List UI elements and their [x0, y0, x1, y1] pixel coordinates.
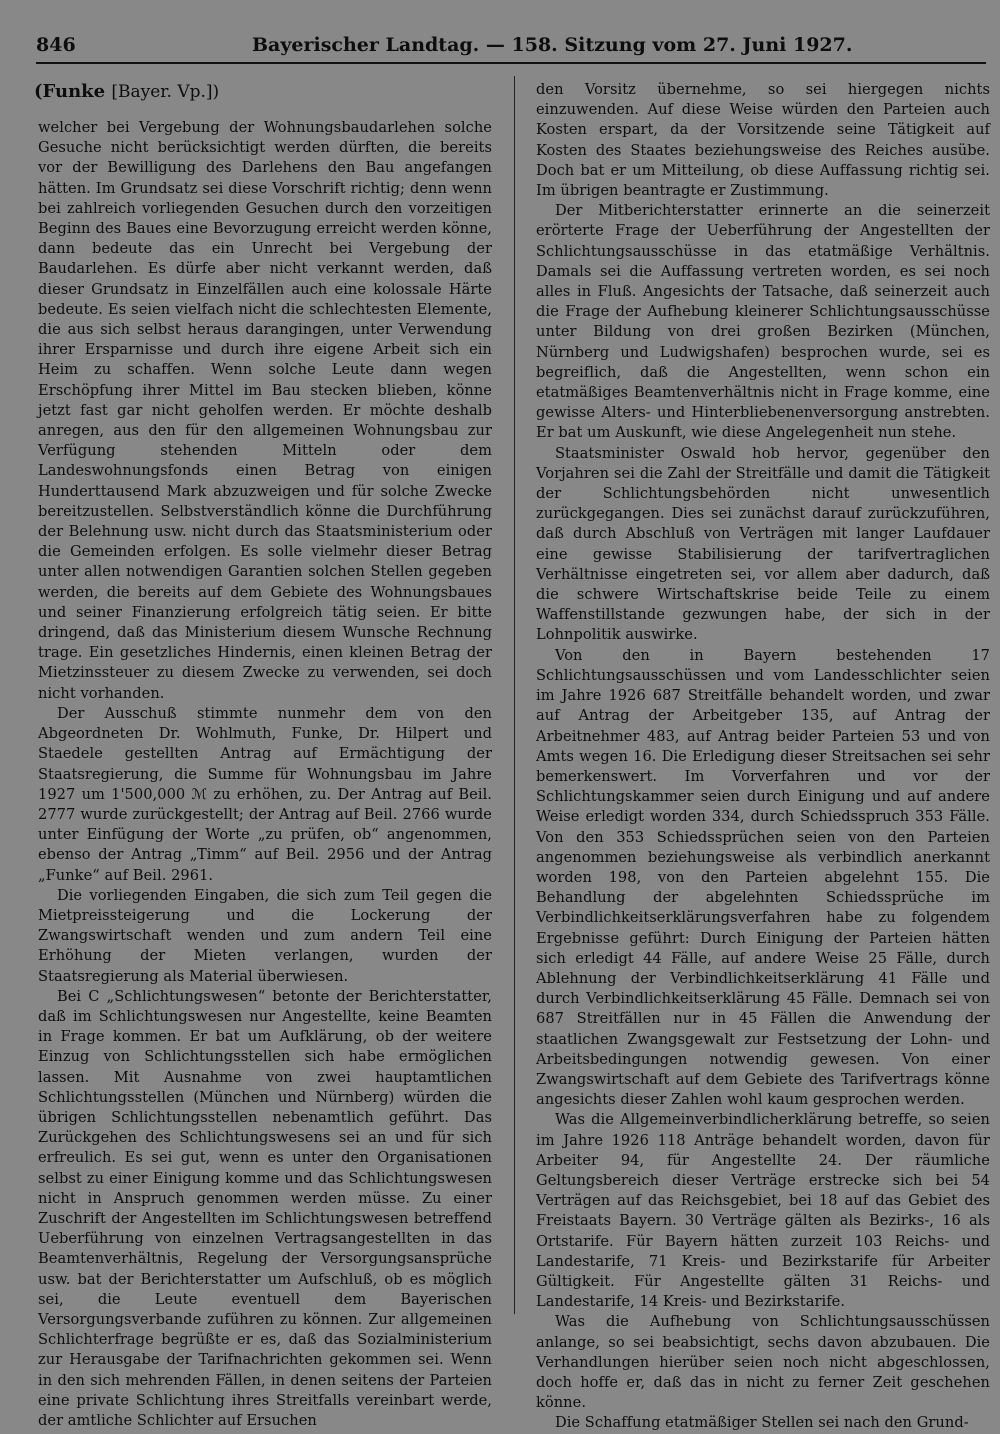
paragraph: Was die Allgemeinverbindlicherklärung betreffe, so seien im Jahre 1926 118 Anträge behandelt worden, davon für Arbeiter 94, für Angestellte 24. Der räumliche Geltungsbereich dieser Verträge erstrecke sich bei 54 Verträgen auf das Reichsgebiet, bei 18 auf das Gebiet des Freistaats Bayern. 30 Verträge gälten als Bezirks-, 16 als Ortstarife. Für Bayern hätten zurzeit 103 Reichs- und Landestarife, 71 Kreis- und Bezirkstarife für Arbeiter Gültigkeit. Für Angestellte gälten 31 Reichs- und Landestarife, 14 Kreis- und Bezirkstarife. [536, 1111, 990, 1311]
left-column [34, 80, 492, 1431]
speaker-heading [34, 80, 492, 104]
paragraph: Die vorliegenden Eingaben, die sich zum Teil gegen die Mietpreissteigerung und die Lockerung der Zwangswirtschaft wenden und zum andern Teil eine Erhöhung der Mieten verlangen, wurden der Staatsregierung als Material überwiesen. [38, 886, 492, 985]
paragraph: den Vorsitz übernehme, so sei hiergegen nichts einzuwenden. Auf diese Weise würden den Parteien auch Kosten erspart, da der Vorsitzende seine Tätigkeit auf Kosten des Staates beziehungsweise des Reiches ausübe. Doch bat er um Mitteilung, ob diese Auffassung richtig sei. Im übrigen beantragte er Zustimmung. [536, 81, 990, 200]
speaker-party: [Bayer. Vp.]) [111, 82, 220, 102]
paragraph: welcher bei Vergebung der Wohnungsbaudarlehen solche Gesuche nicht berücksichtigt werden dürften, die bereits vor der Bewilligung des Darlehens den Bau angefangen hätten. Im Grundsatz sei diese Vorschrift richtig; denn wenn bei zahlreich vorliegenden Gesuchen durch den vorzeitigen Beginn des Baues eine Bevorzugung erreicht werden könne, dann bedeute das ein Unrecht bei Vergebung der Baudarlehen. Es dürfe aber nicht verkannt werden, daß dieser Grundsatz in Einzelfällen auch eine kolossale Härte bedeute. Es seien vielfach nicht die schlechtesten Elemente, die aus sich selbst heraus darangingen, unter Verwendung ihrer Ersparnisse und durch ihre eigene Arbeit sich ein Heim zu schaffen. Wenn solche Leute dann wegen Erschöpfung ihrer Mittel im Bau stecken blieben, könne jetzt fast gar nicht geholfen werden. Er möchte deshalb anregen, aus den für den allgemeinen Wohnungsbau zur Verfügung stehenden Mitteln oder dem Landeswohnungsfonds einen Betrag von einigen Hunderttausend Mark abzuzweigen und für solche Zwecke bereitzustellen. Selbstverständlich könne die Durchführung der Belehnung usw. nicht durch das Staatsministerium oder die Gemeinden erfolgen. Es solle vielmehr dieser Betrag unter allen notwendigen Garantien solchen Stellen gegeben werden, die bereits auf dem Gebiete des Wohnungsbaues und seiner Finanzierung erfolgreich tätig seien. Er bitte dringend, daß das Ministerium diesem Wunsche Rechnung trage. Ein gesetzliches Hindernis, einen kleinen Betrag der Mietzinssteuer zu diesem Zwecke zu verwenden, sei doch nicht vorhanden. [38, 119, 492, 702]
right-column [536, 80, 990, 1434]
paragraph: Der Ausschuß stimmte nunmehr dem von den Abgeordneten Dr. Wohlmuth, Funke, Dr. Hilpert und Staedele gestellten Antrag auf Ermächtigung der Staatsregierung, die Summe für Wohnungsbau im Jahre 1927 um 1'500,000 ℳ zu erhöhen, zu. Der Antrag auf Beil. 2777 wurde zurückgestellt; der Antrag auf Beil. 2766 wurde unter Einfügung der Worte „zu prüfen, ob“ angenommen, ebenso der Antrag „Timm“ auf Beil. 2956 und der Antrag „Funke“ auf Beil. 2961. [38, 704, 492, 884]
speaker-name: (Funke [34, 81, 106, 102]
running-title: Bayerischer Landtag. — 158. Sitzung vom 27. Juni 1927. [252, 34, 853, 56]
paragraph: Was die Aufhebung von Schlichtungsausschüssen anlange, so sei beabsichtigt, sechs davon abzubauen. Die Verhandlungen hierüber seien noch nicht abgeschlossen, doch hoffe er, daß das in nicht zu ferner Zeit geschehen könne. [536, 1313, 990, 1412]
paragraph: Die Schaffung etatmäßiger Stellen sei nach den Grund- [554, 1414, 969, 1432]
paragraph: Bei C „Schlichtungswesen“ betonte der Berichterstatter, daß im Schlichtungswesen nur Angestellte, keine Beamten in Frage kommen. Er bat um Aufklärung, ob der weitere Einzug von Schlichtungsstellen sich habe ermöglichen lassen. Mit Ausnahme von zwei hauptamtlichen Schlichtungsstellen (München und Nürnberg) würden die übrigen Schlichtungsstellen nebenamtlich geführt. Das Zurückgehen des Schlichtungswesens sei an und für sich erfreulich. Es sei gut, wenn es unter den Organisationen selbst zu einer Einigung komme und das Schlichtungswesen nicht in Anspruch genommen werden müsse. Zu einer Zuschrift der Angestellten im Schlichtungswesen betreffend Ueberführung von einzelnen Vertragsangestellten in das Beamtenverhältnis, Regelung der Versorgungsansprüche usw. bat der Berichterstatter um Aufschluß, ob es möglich sei, die Leute eventuell dem Bayerischen Versorgungsverbande zuführen zu können. Zur allgemeinen Schlichterfrage begrüßte er es, daß das Sozialministerium zur Herausgabe der Tarifnachrichten gekommen sei. Wenn in den sich mehrenden Fällen, in denen seitens der Parteien eine private Schlichtung ihres Streitfalls vereinbart werde, der amtliche Schlichter auf Ersuchen [38, 987, 492, 1429]
paragraph: Von den in Bayern bestehenden 17 Schlichtungsausschüssen und vom Landesschlichter seien im Jahre 1926 687 Streitfälle behandelt worden, und zwar auf Antrag der Arbeitgeber 135, auf Antrag der Arbeitnehmer 483, auf Antrag beider Parteien 53 und von Amts wegen 16. Die Erledigung dieser Streitsachen sei sehr bemerkenswert. Im Vorverfahren und vor der Schlichtungskammer seien durch Einigung und auf andere Weise erledigt worden 334, durch Schiedsspruch 353 Fälle. Von den 353 Schiedssprüchen seien von den Parteien angenommen beziehungsweise als verbindlich anerkannt worden 198, von den Parteien abgelehnt 155. Die Behandlung der abgelehnten Schiedssprüche im Verbindlichkeitserklärungsverfahren habe zu folgendem Ergebnisse geführt: Durch Einigung der Parteien hätten sich erledigt 44 Fälle, auf andere Weise 25 Fälle, durch Ablehnung der Verbindlichkeitserklärung 41 Fälle und durch Verbindlichkeitserklärung 45 Fälle. Demnach sei von 687 Streitfällen nur in 45 Fällen die Anwendung der staatlichen Zwangsgewalt zur Festsetzung der Lohn- und Arbeitsbedingungen notwendig gewesen. Von einer Zwangswirtschaft auf dem Gebiete des Tarifvertrags könne angesichts dieser Zahlen wohl kaum gesprochen werden. [536, 646, 990, 1109]
paragraph: Staatsminister Oswald hob hervor, gegenüber den Vorjahren sei die Zahl der Streitfälle und damit die Tätigkeit der Schlichtungsbehörden nicht unwesentlich zurückgegangen. Dies sei zunächst darauf zurückzuführen, daß durch Abschluß von Verträgen mit langer Laufdauer eine gewisse Stabilisierung der tarifvertraglichen Verhältnisse eingetreten sei, vor allem aber dadurch, daß die schwere Wirtschaftskrise beide Teile zu einem Waffenstillstande gezwungen habe, der sich in der Lohnpolitik auswirke. [536, 444, 990, 644]
page-number: 846 [36, 34, 76, 56]
page-header [36, 26, 986, 66]
paragraph: Der Mitberichterstatter erinnerte an die seinerzeit erörterte Frage der Ueberführung der Angestellten der Schlichtungsausschüsse in das etatmäßige Verhältnis. Damals sei die Auffassung vertreten worden, es sei noch alles in Fluß. Angesichts der Tatsache, daß seinerzeit auch die Frage der Aufhebung kleinerer Schlichtungsausschüsse unter Bildung von drei großen Bezirken (München, Nürnberg und Ludwigshafen) besprochen wurde, sei es begreiflich, daß die Angestellten, wenn schon ein etatmäßiges Beamtenverhältnis nicht in Frage komme, eine gewisse Alters- und Hinterbliebenenversorgung anstrebten. Er bat um Auskunft, wie diese Angelegenheit nun stehe. [536, 202, 990, 442]
column-divider [514, 76, 515, 1314]
header-rule [36, 62, 986, 64]
